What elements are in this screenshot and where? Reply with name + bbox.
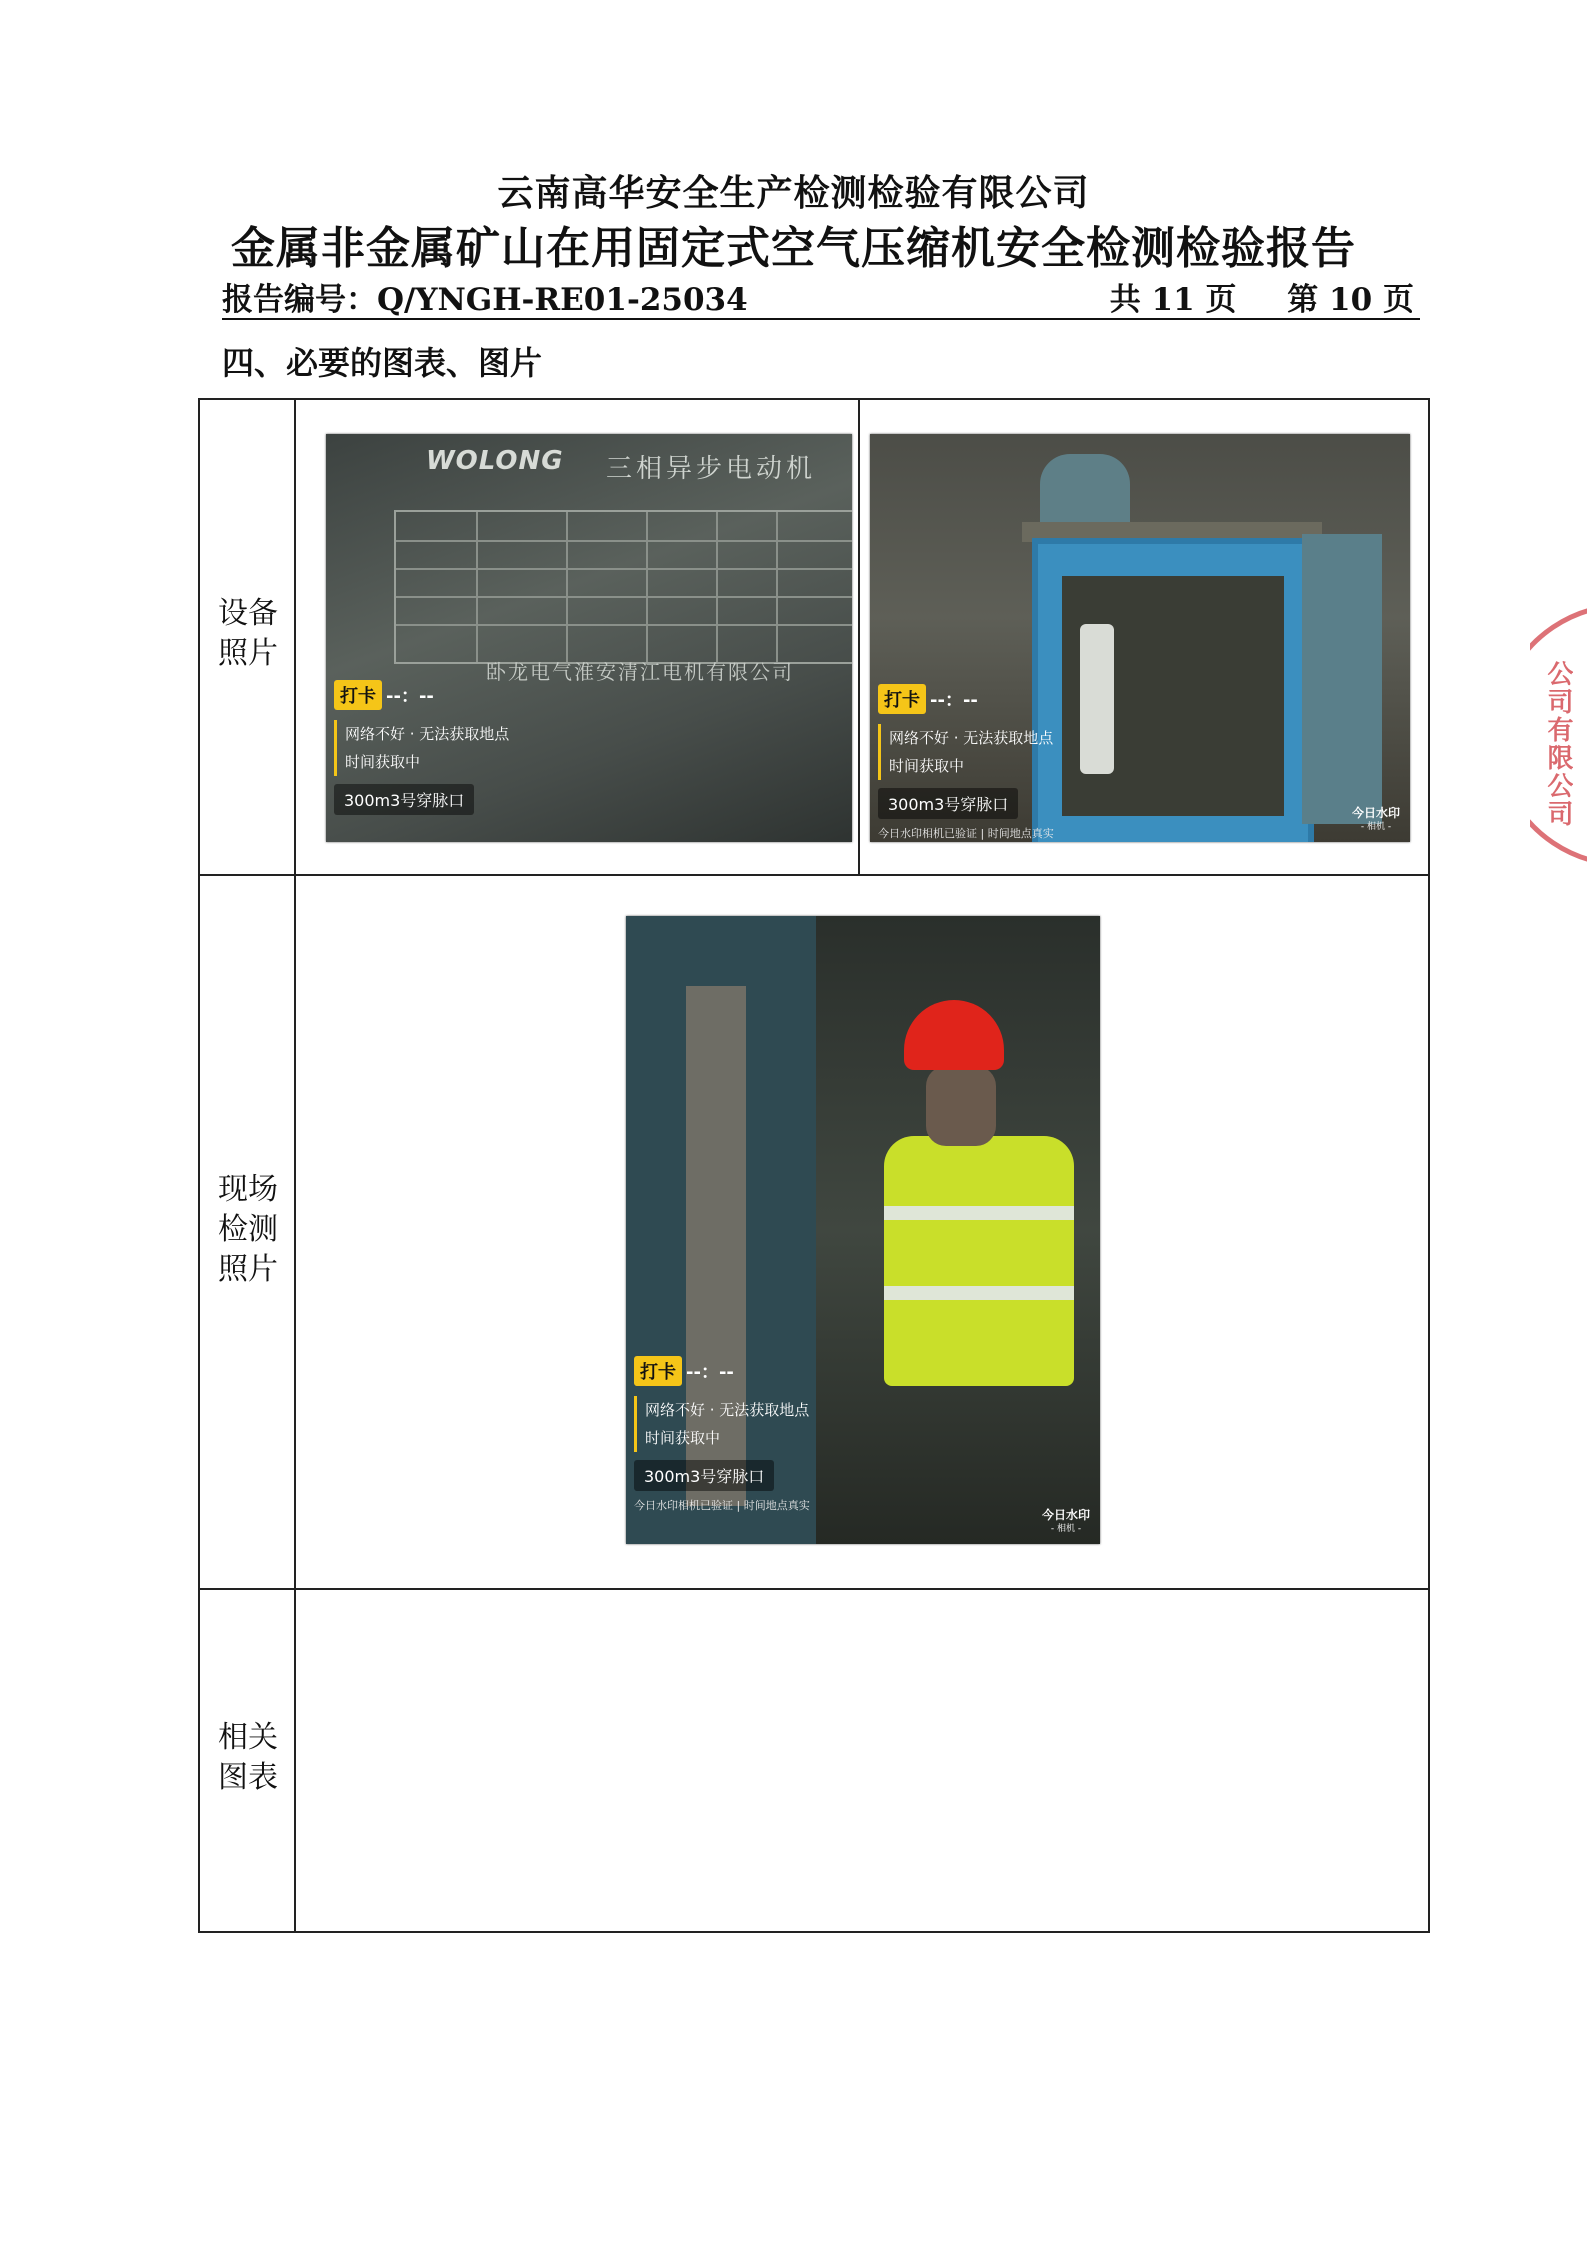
row-label-site: 现场 检测 照片	[218, 1172, 278, 1287]
checkin-time: --：--	[386, 686, 434, 707]
table-border-top	[198, 398, 1430, 400]
section-heading: 四、必要的图表、图片	[222, 344, 543, 382]
watermark-time-status: 时间获取中	[345, 753, 421, 771]
watermark-brand-name: 今日水印	[1351, 806, 1400, 820]
row-label-equipment: 设备 照片	[218, 596, 278, 671]
current-page: 第 10 页	[1287, 282, 1414, 318]
checkin-stamp: 打卡	[878, 684, 926, 714]
table-divider-photos	[858, 398, 860, 874]
nameplate-brand: WOLONG	[426, 446, 564, 476]
separator-cylinder	[1080, 624, 1114, 774]
row-label-charts: 相关 图表	[218, 1720, 278, 1795]
watermark-brand	[1042, 1508, 1090, 1536]
table-border-left	[198, 398, 200, 1933]
table-divider-vertical	[294, 398, 296, 1933]
watermark-location: 300m3号穿脉口	[878, 788, 1018, 819]
watermark-brand-sub: - 相机 -	[1360, 822, 1392, 832]
nameplate-product: 三相异步电动机	[606, 454, 817, 484]
watermark-location: 300m3号穿脉口	[634, 1460, 774, 1491]
watermark-brand-sub: - 相机 -	[1050, 1524, 1082, 1534]
page-indicator	[1070, 274, 1414, 319]
watermark-brand-name: 今日水印	[1041, 1508, 1090, 1522]
table-divider-row1	[198, 874, 1430, 876]
watermark-time-status: 时间获取中	[889, 757, 965, 775]
watermark-brand	[1352, 806, 1400, 834]
watermark-location: 300m3号穿脉口	[334, 784, 474, 815]
photo-watermark	[334, 680, 509, 815]
report-meta	[222, 272, 1420, 320]
inspector-vest	[884, 1136, 1074, 1386]
site-inspection-photo	[626, 916, 1100, 1544]
company-name: 云南高华安全生产检测检验有限公司	[497, 172, 1090, 214]
seal-text: 公司有限公司	[1543, 660, 1573, 828]
inspector-helmet	[904, 1000, 1004, 1070]
watermark-verify: 今日水印相机已验证 | 时间地点真实	[634, 1499, 810, 1512]
table-border-right	[1428, 398, 1430, 1933]
inspector-face	[926, 1066, 996, 1146]
company-seal	[1530, 600, 1587, 870]
equipment-photo-compressor	[870, 434, 1410, 842]
nameplate-maker: 卧龙电气淮安清江电机有限公司	[486, 660, 794, 684]
photo-watermark	[878, 684, 1054, 841]
report-title: 金属非金属矿山在用固定式空气压缩机安全检测检验报告	[231, 223, 1356, 274]
watermark-network: 网络不好 · 无法获取地点	[345, 725, 510, 743]
checkin-time: --：--	[930, 690, 978, 711]
watermark-verify: 今日水印相机已验证 | 时间地点真实	[878, 827, 1054, 840]
checkin-time: --：--	[686, 1362, 734, 1383]
watermark-network: 网络不好 · 无法获取地点	[645, 1401, 810, 1419]
checkin-stamp: 打卡	[634, 1356, 682, 1386]
table-border-bottom	[198, 1931, 1430, 1933]
watermark-time-status: 时间获取中	[645, 1429, 721, 1447]
compressor-frame	[1032, 538, 1314, 842]
watermark-network: 网络不好 · 无法获取地点	[889, 729, 1054, 747]
nameplate-spec-table	[394, 510, 852, 664]
checkin-stamp: 打卡	[334, 680, 382, 710]
report-number: 报告编号：Q/YNGH-RE01-25034	[222, 282, 748, 318]
photo-watermark	[634, 1356, 810, 1513]
equipment-photo-nameplate	[326, 434, 852, 842]
table-divider-row2	[198, 1588, 1430, 1590]
compressor-side-panel	[1302, 534, 1382, 824]
total-pages: 共 11 页	[1109, 282, 1237, 318]
